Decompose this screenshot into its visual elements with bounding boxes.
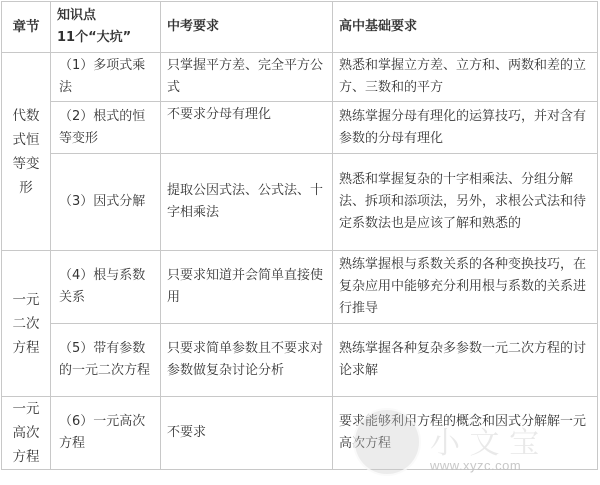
chapter-cell-quadratic: 一元二次方程 — [2, 251, 51, 397]
knowledge-point-cell: （6）一元高次方程 — [51, 397, 161, 470]
header-chapter: 章节 — [2, 2, 51, 53]
zhongkao-cell: 不要求 — [161, 397, 333, 470]
knowledge-point-cell: （1）多项式乘法 — [51, 53, 161, 102]
table-row — [2, 251, 598, 324]
gaozhong-cell: 熟练掌握各种复杂多参数一元二次方程的讨论求解 — [333, 324, 598, 397]
knowledge-point-cell: （5）带有参数的一元二次方程 — [51, 324, 161, 397]
zhongkao-cell: 不要求分母有理化 — [161, 102, 333, 154]
knowledge-point-cell: （4）根与系数关系 — [51, 251, 161, 324]
table-row — [2, 324, 598, 397]
header-gaozhong: 高中基础要求 — [333, 2, 598, 53]
chapter-cell-algebra: 代数式恒等变形 — [2, 53, 51, 251]
table-row — [2, 102, 598, 154]
comparison-table — [1, 1, 598, 470]
watermark-glyph: 小 文 宝 — [430, 426, 540, 461]
gaozhong-cell: 熟练掌握根与系数关系的各种变换技巧，在复杂应用中能够充分利用根与系数的关系进行推导 — [333, 251, 598, 324]
zhongkao-cell: 只要求知道并会简单直接使用 — [161, 251, 333, 324]
table-row — [2, 53, 598, 102]
gaozhong-cell: 熟悉和掌握复杂的十字相乘法、分组分解法、拆项和添项法，另外，求根公式法和待定系数法也是应该了解和熟悉的 — [333, 154, 598, 251]
zhongkao-cell: 只掌握平方差、完全平方公式 — [161, 53, 333, 102]
header-zhongkao: 中考要求 — [161, 2, 333, 53]
chapter-cell-higher: 一元高次方程 — [2, 397, 51, 470]
watermark-logo-icon — [353, 408, 421, 476]
zhongkao-cell: 只要求简单参数且不要求对参数做复杂讨论分析 — [161, 324, 333, 397]
gaozhong-cell: 熟悉和掌握立方差、立方和、两数和差的立方、三数和的平方 — [333, 53, 598, 102]
gaozhong-cell: 要求能够利用方程的概念和因式分解解一元高次方程 — [333, 397, 598, 470]
header-knowledge-point: 知识点 11个“大坑” — [51, 2, 161, 53]
table-row — [2, 154, 598, 251]
zhongkao-cell: 提取公因式法、公式法、十字相乘法 — [161, 154, 333, 251]
gaozhong-cell: 熟练掌握分母有理化的运算技巧，并对含有参数的分母有理化 — [333, 102, 598, 154]
knowledge-point-cell: （2）根式的恒等变形 — [51, 102, 161, 154]
watermark-text: www.xyzc.com — [430, 458, 522, 473]
table-header-row — [2, 2, 598, 53]
knowledge-point-cell: （3）因式分解 — [51, 154, 161, 251]
